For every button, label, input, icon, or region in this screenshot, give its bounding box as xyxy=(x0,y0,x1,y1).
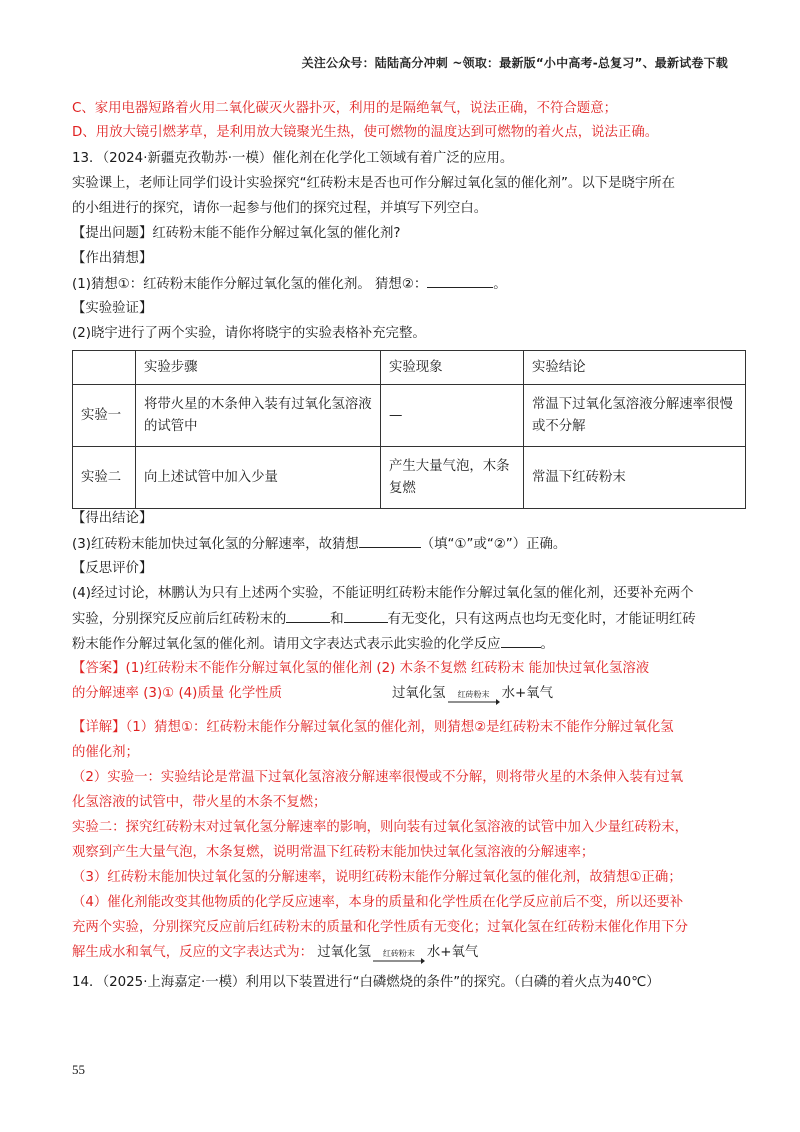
equation-reactant: 过氧化氢 xyxy=(317,945,371,960)
conclusion-blank[interactable] xyxy=(359,533,421,548)
guess-2-blank[interactable] xyxy=(427,273,493,288)
page-number: 55 xyxy=(72,1062,85,1077)
word-equation xyxy=(317,942,478,964)
ask-question-text: 红砖粉末能不能作分解过氧化氢的催化剂? xyxy=(152,226,401,241)
equation-products: 水+氧气 xyxy=(501,686,553,701)
experiment-conclusion: 常温下过氧化氢溶液分解速率很慢或不分解 xyxy=(524,385,746,447)
table-row xyxy=(73,447,746,509)
ask-question-line xyxy=(72,223,732,245)
guess-end: 。 xyxy=(493,277,507,292)
question-13-intro-line-1: 实验课上，老师让同学们设计实验探究“红砖粉末是否也可作分解过氧化氢的催化剂”。以下是晓宇所在 xyxy=(72,176,676,191)
reflect-text: 和 xyxy=(330,612,344,627)
conclusion-text: (3)红砖粉末能加快过氧化氢的分解速率，故猜想 xyxy=(72,537,359,552)
experiment-name: 实验二 xyxy=(73,447,136,509)
arrow-icon xyxy=(448,699,500,705)
equation-catalyst: 红砖粉末 xyxy=(382,949,415,958)
section-label-conclusion: 【得出结论】 xyxy=(72,511,153,526)
experiment-step: 将带火星的木条伸入装有过氧化氢溶液的试管中 xyxy=(136,385,381,447)
guess-text: (1)猜想①：红砖粉末能作分解过氧化氢的催化剂。 猜想②： xyxy=(72,277,428,292)
experiment-table xyxy=(72,350,746,509)
section-label-guess: 【作出猜想】 xyxy=(72,251,153,266)
reflect-text: 。 xyxy=(540,637,554,652)
reflect-text: 实验，分别探究反应前后红砖粉末的 xyxy=(72,612,287,627)
option-d-explanation: D、用放大镜引燃茅草，是利用放大镜聚光生热，使可燃物的温度达到可燃物的着火点，说法正确。 xyxy=(72,125,659,140)
arrow-icon xyxy=(373,958,425,964)
equation-reactant: 过氧化氢 xyxy=(392,686,446,701)
detail-line-4: 化氢溶液的试管中，带火星的木条不复燃； xyxy=(72,795,327,810)
question-14-title: 14．（2025·上海嘉定·一模）利用以下装置进行“白磷燃烧的条件”的探究。（白磷的着火点为40℃） xyxy=(72,975,660,990)
equation-products: 水+氧气 xyxy=(426,945,479,960)
detail-line-9: 充两个实验，分别探究反应前后红砖粉末的质量和化学性质有无变化；过氧化氢在红砖粉末催化作用下分 xyxy=(72,920,688,935)
reflect-text: 粉末能作分解过氧化氢的催化剂。请用文字表达式表示此实验的化学反应 xyxy=(72,637,501,652)
conclusion-line xyxy=(72,533,732,556)
detail-line-7: （3）红砖粉末能加快过氧化氢的分解速率，说明红砖粉末能作分解过氧化氢的催化剂，故猜想①正确； xyxy=(72,870,682,885)
experiment-phenomenon: 产生大量气泡，木条复燃 xyxy=(381,447,524,509)
word-equation xyxy=(392,683,553,705)
page-header: 关注公众号：陆陆高分冲刺 ~领取：最新版“小中高考-总复习”、最新试卷下载 xyxy=(301,56,728,70)
detail-line-3: （2）实验一：实验结论是常温下过氧化氢溶液分解速率很慢或不分解，则将带火星的木条伸入装有过氧 xyxy=(72,770,684,785)
answer-line-2: 的分解速率 (3)① (4)质量 化学性质 xyxy=(72,686,283,701)
reflect-text: 有无变化，只有这两点也均无变化时，才能证明红砖 xyxy=(387,612,696,627)
reaction-arrow xyxy=(448,690,500,705)
table-header-cell: 实验现象 xyxy=(381,351,524,385)
verify-instruction: (2)晓宇进行了两个实验，请你将晓宇的实验表格补充完整。 xyxy=(72,326,426,341)
table-header-row xyxy=(73,351,746,385)
detail-line-1: 【详解】（1）猜想①：红砖粉末能作分解过氧化氢的催化剂，则猜想②是红砖粉末不能作分解过氧化氢 xyxy=(72,720,674,735)
answer-line-1: 【答案】(1)红砖粉末不能作分解过氧化氢的催化剂 (2) 木条不复燃 红砖粉末 能加快过氧化氢溶液 xyxy=(72,661,650,676)
reflect-line-3 xyxy=(72,633,732,656)
question-13-intro-line-2: 的小组进行的探究，请你一起参与他们的探究过程，并填写下列空白。 xyxy=(72,201,488,216)
section-label-ask: 【提出问题】 xyxy=(72,226,153,241)
reflect-blank-1[interactable] xyxy=(286,608,330,623)
answer-equation xyxy=(392,683,592,705)
detail-text: 解生成水和氧气，反应的文字表达式为： xyxy=(72,945,314,960)
guess-line xyxy=(72,273,732,296)
reflect-blank-2[interactable] xyxy=(344,608,388,623)
detail-line-6: 观察到产生大量气泡，木条复燃，说明常温下红砖粉末能加快过氧化氢溶液的分解速率； xyxy=(72,845,595,860)
reflect-line-2 xyxy=(72,608,732,631)
experiment-step[interactable]: 向上述试管中加入少量 xyxy=(136,447,381,509)
equation-catalyst: 红砖粉末 xyxy=(457,690,490,699)
table-row xyxy=(73,385,746,447)
conclusion-hint: （填“①”或“②”）正确。 xyxy=(420,537,567,552)
detail-line-5: 实验二：探究红砖粉末对过氧化氢分解速率的影响，则向装有过氧化氢溶液的试管中加入少量红砖粉末， xyxy=(72,820,688,835)
question-13-title: 13．（2024·新疆克孜勒苏·一模）催化剂在化学化工领域有着广泛的应用。 xyxy=(72,151,514,166)
section-label-reflect: 【反思评价】 xyxy=(72,561,153,576)
detail-line-10 xyxy=(72,942,732,964)
reflect-blank-3[interactable] xyxy=(501,633,541,648)
experiment-phenomenon[interactable]: — xyxy=(381,385,524,447)
detail-line-8: （4）催化剂能改变其他物质的化学反应速率，本身的质量和化学性质在化学反应前后不变，所以还要补 xyxy=(72,895,684,910)
experiment-conclusion[interactable]: 常温下红砖粉末 xyxy=(524,447,746,509)
table-header-cell: 实验结论 xyxy=(524,351,746,385)
table-header-cell: 实验步骤 xyxy=(136,351,381,385)
section-label-verify: 【实验验证】 xyxy=(72,301,153,316)
reaction-arrow xyxy=(373,949,425,964)
experiment-name: 实验一 xyxy=(73,385,136,447)
option-c-explanation: C、家用电器短路着火用二氧化碳灭火器扑灭，利用的是隔绝氧气，说法正确，不符合题意； xyxy=(72,101,617,116)
detail-line-2: 的催化剂； xyxy=(72,745,139,760)
table-header-cell xyxy=(73,351,136,385)
reflect-line-1: (4)经过讨论，林鹏认为只有上述两个实验，不能证明红砖粉末能作分解过氧化氢的催化剂，还要补充两个 xyxy=(72,586,694,601)
